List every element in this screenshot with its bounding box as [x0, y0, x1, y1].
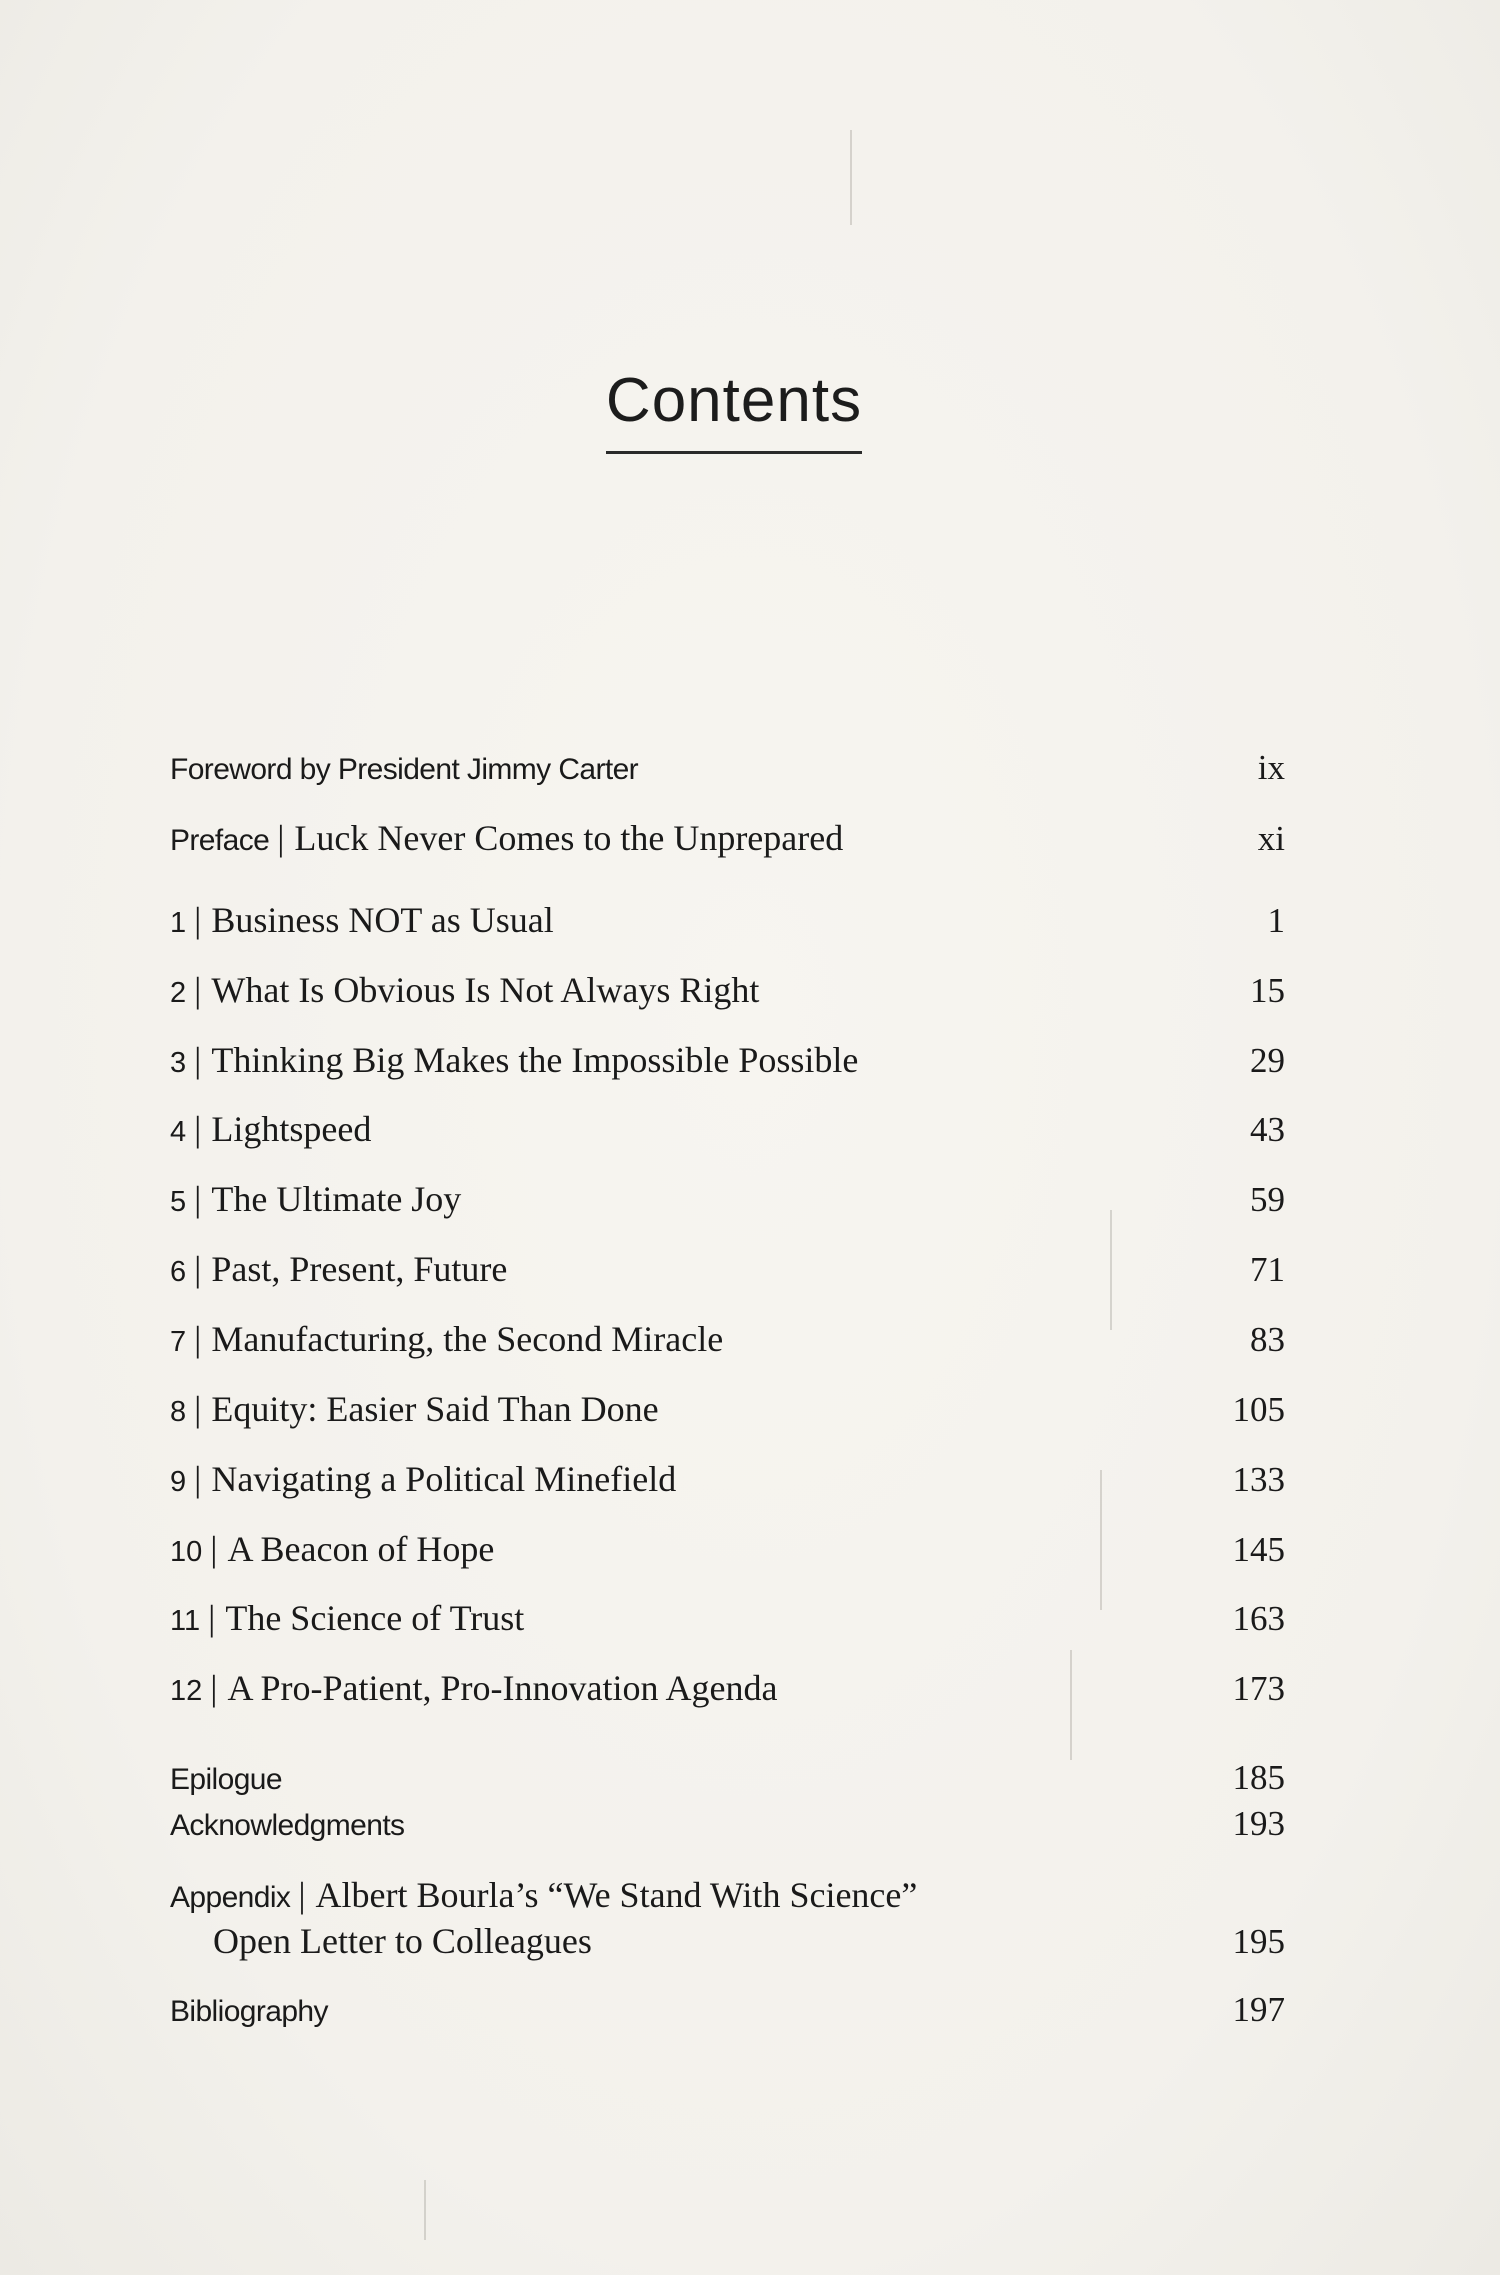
entry-page-number: 71	[1250, 1250, 1285, 1289]
toc-entry-chapter[interactable]	[170, 1318, 1285, 1374]
chapter-title: Navigating a Political Minefield	[211, 1459, 677, 1499]
toc-entry-chapter[interactable]	[170, 969, 1285, 1025]
title-underline	[606, 451, 862, 454]
entry-label: Foreword by President Jimmy Carter	[170, 753, 639, 786]
entry-label: Acknowledgments	[170, 1809, 405, 1842]
chapter-number: 2	[170, 977, 187, 1009]
separator-bar: |	[194, 1459, 202, 1499]
entry-page-number: 163	[1232, 1599, 1285, 1638]
chapter-number: 12	[170, 1675, 203, 1707]
separator-bar: |	[208, 1598, 216, 1638]
scan-mark	[1110, 1210, 1112, 1330]
toc-entry-foreword[interactable]	[170, 748, 1285, 804]
separator-bar: |	[210, 1668, 218, 1708]
entry-page-number: 105	[1232, 1390, 1285, 1429]
separator-bar: |	[194, 900, 202, 940]
entry-label: Epilogue	[170, 1763, 282, 1796]
separator-bar: |	[194, 1249, 202, 1289]
entry-page-number: ix	[1257, 748, 1285, 787]
toc-entry-chapter[interactable]	[170, 1667, 1285, 1723]
toc-entry-chapter[interactable]	[170, 899, 1285, 955]
chapter-number: 1	[170, 907, 187, 939]
scan-mark	[424, 2180, 426, 2240]
entry-page-number: 15	[1250, 971, 1285, 1010]
entry-page-number: 133	[1232, 1460, 1285, 1499]
entry-page-number: 1	[1267, 901, 1285, 940]
separator-bar: |	[194, 1040, 202, 1080]
appendix-title-line1: Albert Bourla’s “We Stand With Science”	[315, 1875, 918, 1915]
chapter-number: 6	[170, 1256, 187, 1288]
chapter-title: A Pro-Patient, Pro-Innovation Agenda	[227, 1668, 778, 1708]
entry-subtitle: Luck Never Comes to the Unprepared	[294, 818, 844, 858]
separator-bar: |	[194, 1319, 202, 1359]
entry-page-number: 59	[1250, 1180, 1285, 1219]
entry-page-number: 173	[1232, 1669, 1285, 1708]
toc-entry-chapter[interactable]	[170, 1248, 1285, 1304]
chapter-title: Manufacturing, the Second Miracle	[211, 1319, 724, 1359]
separator-bar: |	[210, 1529, 218, 1569]
chapter-number: 5	[170, 1186, 187, 1218]
separator-bar: |	[298, 1875, 306, 1915]
separator-bar: |	[194, 970, 202, 1010]
entry-page-number: 193	[1232, 1804, 1285, 1843]
chapter-number: 4	[170, 1116, 187, 1148]
toc-entry-chapter[interactable]	[170, 1178, 1285, 1234]
entry-page-number: 83	[1250, 1320, 1285, 1359]
separator-bar: |	[277, 818, 285, 858]
toc-entry-chapter[interactable]	[170, 1458, 1285, 1514]
scan-mark	[850, 130, 852, 225]
toc-entry-chapter[interactable]	[170, 1108, 1285, 1164]
page-title: Contents	[605, 366, 863, 435]
entry-page-number: 29	[1250, 1041, 1285, 1080]
toc-entry-chapter[interactable]	[170, 1528, 1285, 1584]
chapter-number: 8	[170, 1396, 187, 1428]
entry-label: Bibliography	[170, 1995, 328, 2028]
entry-page-number: 197	[1232, 1990, 1285, 2029]
separator-bar: |	[194, 1389, 202, 1429]
chapter-number: 11	[170, 1605, 201, 1637]
entry-page-number: 195	[1232, 1922, 1285, 1961]
entry-label: Preface	[170, 824, 270, 857]
entry-page-number: 43	[1250, 1110, 1285, 1149]
toc-entry-acknowledgments[interactable]	[170, 1804, 1285, 1860]
entry-page-number: 185	[1232, 1758, 1285, 1797]
separator-bar: |	[194, 1179, 202, 1219]
chapter-title: Equity: Easier Said Than Done	[211, 1389, 659, 1429]
chapter-title: The Ultimate Joy	[211, 1179, 462, 1219]
entry-page-number: 145	[1232, 1530, 1285, 1569]
toc-entry-chapter[interactable]	[170, 1597, 1285, 1653]
scan-mark	[1100, 1470, 1102, 1610]
chapter-number: 10	[170, 1536, 203, 1568]
toc-entry-appendix-continued[interactable]	[170, 1920, 1285, 1976]
chapter-title: Lightspeed	[211, 1109, 372, 1149]
separator-bar: |	[194, 1109, 202, 1149]
entry-label: Appendix	[170, 1881, 291, 1914]
chapter-title: What Is Obvious Is Not Always Right	[211, 970, 760, 1010]
chapter-title: The Science of Trust	[225, 1598, 525, 1638]
toc-entry-chapter[interactable]	[170, 1388, 1285, 1444]
chapter-title: A Beacon of Hope	[227, 1529, 495, 1569]
chapter-number: 9	[170, 1466, 187, 1498]
scan-mark	[1070, 1650, 1072, 1760]
chapter-title: Past, Present, Future	[211, 1249, 508, 1289]
chapter-title: Thinking Big Makes the Impossible Possible	[211, 1040, 859, 1080]
toc-entry-chapter[interactable]	[170, 1039, 1285, 1095]
chapter-number: 3	[170, 1047, 187, 1079]
entry-page-number: xi	[1257, 819, 1285, 858]
toc-entry-bibliography[interactable]	[170, 1990, 1285, 2046]
appendix-title-line2: Open Letter to Colleagues	[213, 1921, 592, 1961]
toc-entry-preface[interactable]	[170, 817, 1285, 873]
chapter-number: 7	[170, 1326, 187, 1358]
chapter-title: Business NOT as Usual	[211, 900, 554, 940]
